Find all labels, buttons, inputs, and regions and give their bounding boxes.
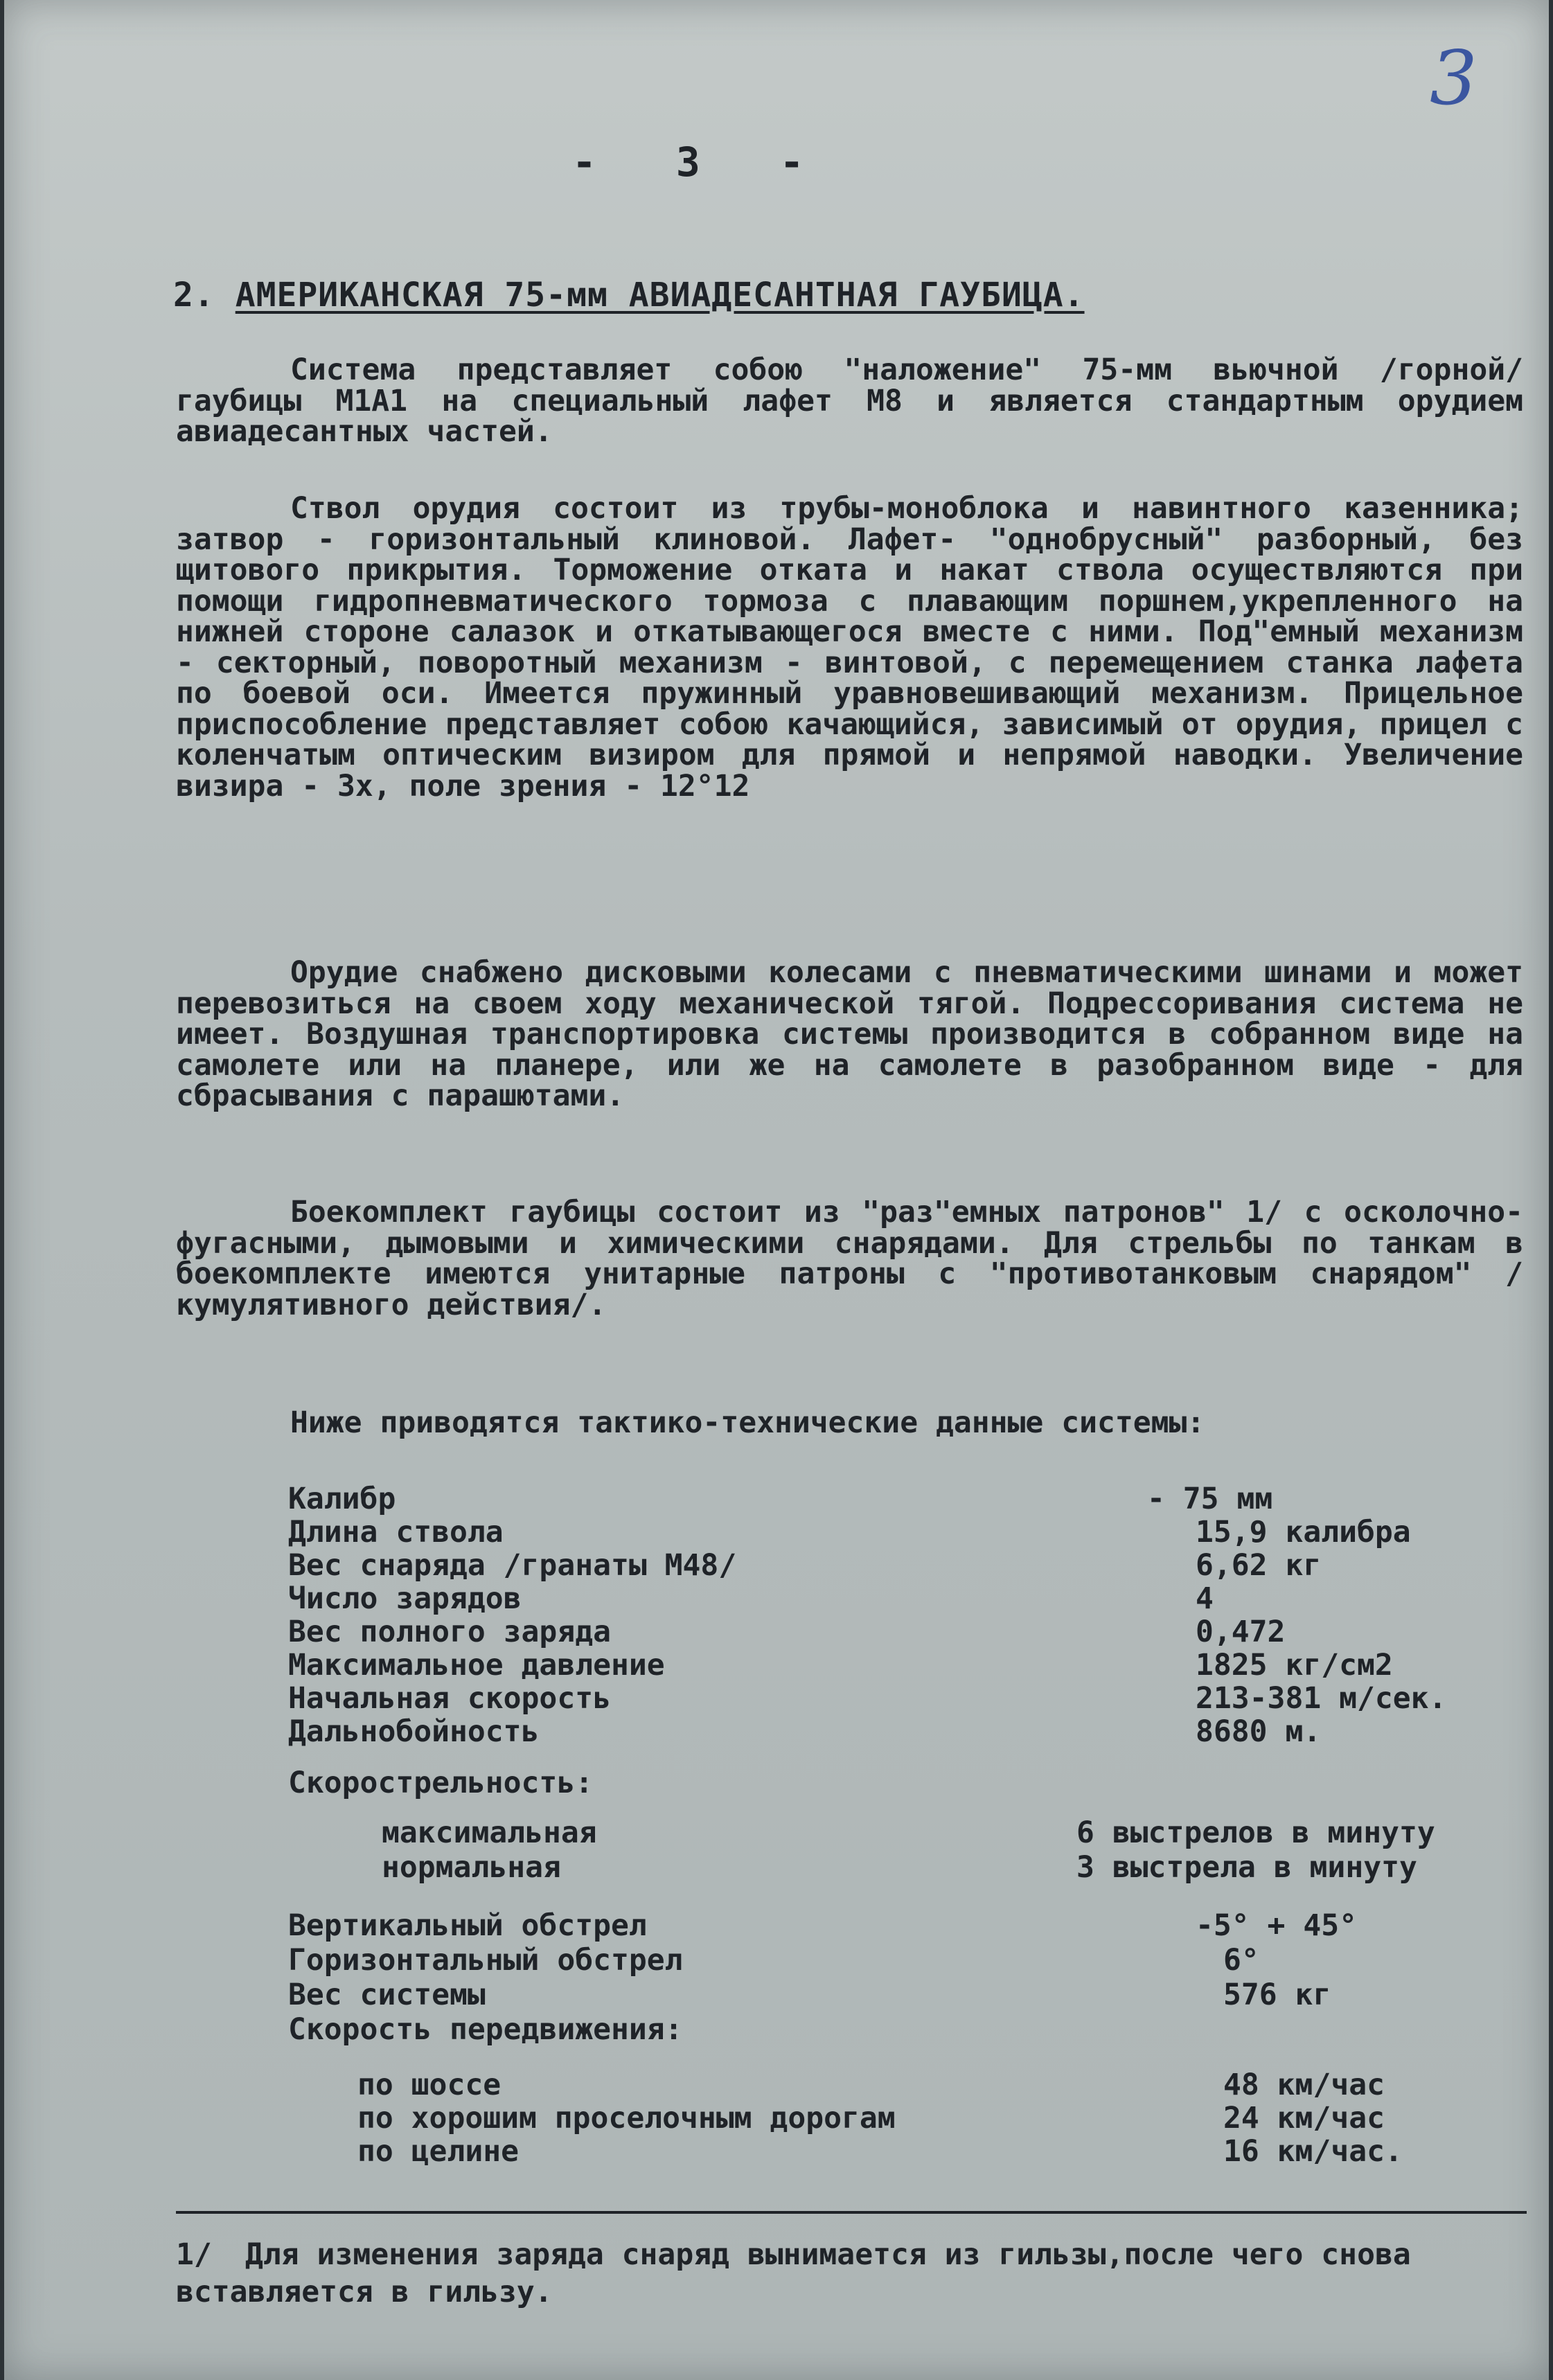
spec-label: Число зарядов (288, 1581, 522, 1616)
spec-label: Горизонтальный обстрел (288, 1943, 683, 1978)
footnote-divider (176, 2211, 1527, 2214)
page-number: - 3 - (572, 139, 832, 186)
rate-label: нормальная (382, 1850, 561, 1885)
section-number: 2. (173, 276, 215, 314)
speed-item-value: 16 км/час. (1223, 2134, 1403, 2169)
paragraph-specs-intro: Ниже приводятся тактико-технические данные системы: (290, 1405, 1205, 1440)
spec-value: 8680 м. (1196, 1714, 1322, 1749)
rate-label: максимальная (382, 1815, 597, 1850)
speed-item-value: 24 км/час (1223, 2101, 1385, 2135)
spec-label: Вертикальный обстрел (288, 1908, 647, 1943)
spec-label: Длина ствола (288, 1515, 504, 1549)
spec-label: Дальнобойность (288, 1714, 540, 1749)
spec-label: Начальная скорость (288, 1681, 611, 1716)
spec-value: 6,62 кг (1196, 1548, 1322, 1583)
speed-item-value: 48 км/час (1223, 2068, 1385, 2102)
spec-value: 576 кг (1223, 1978, 1331, 2012)
document-page (4, 0, 1549, 2380)
spec-label: Вес полного заряда (288, 1615, 611, 1649)
speed-item-label: по шоссе (357, 2068, 502, 2102)
spec-label: Калибр (288, 1482, 396, 1516)
handwritten-page-number: 3 (1430, 35, 1477, 122)
rate-value: 6 выстрелов в минуту (1076, 1815, 1435, 1850)
speed-item-label: по целине (357, 2134, 519, 2169)
paragraph-mobility: Орудие снабжено дисковыми колесами с пневматическими шинами и может перевозиться на своем ходу механической тягой. Подрессоривания система не имеет. Воздушная транспортировка системы производится в собранном виде на самолете или на планере, или же на самолете в разобранном виде - для сбрасывания с парашютами. (176, 955, 1523, 1113)
spec-value: 4 (1196, 1581, 1214, 1616)
speed-item-label: по хорошим проселочным дорогам (357, 2101, 896, 2135)
speed-label: Скорость передвижения: (288, 2012, 683, 2047)
footnote-text: Для изменения заряда снаряд вынимается из гильзы,после чего снова вставляется в гильзу. (176, 2237, 1411, 2309)
spec-value: 6° (1223, 1943, 1259, 1978)
rate-value: 3 выстрела в минуту (1076, 1850, 1417, 1885)
paragraph-ammunition: Боекомплект гаубицы состоит из "раз"емных патронов" 1/ с осколочно-фугасными, дымовыми и химическими снарядами. Для стрельбы по танкам в боекомплекте имеются унитарные патроны с "противотанковым снарядом" /кумулятивного действия/. (176, 1195, 1523, 1322)
footnote (176, 2236, 1523, 2311)
spec-value: 213-381 м/сек. (1196, 1681, 1447, 1716)
spec-label: Максимальное давление (288, 1648, 665, 1682)
rate-of-fire-label: Скорострельность: (288, 1766, 594, 1800)
paragraph-design: Ствол орудия состоит из трубы-моноблока и навинтного казенника; затвор - горизонтальный клиновой. Лафет- "однобрусный" разборный, без щитового прикрытия. Торможение отката и накат ствола осуществляются при помощи гидропневматического тормоза с плавающим поршнем,укрепленного на нижней стороне салазок и откатывающегося вместе с ними. Под"емный механизм - секторный, поворотный механизм - винтовой, с перемещением станка лафета по боевой оси. Имеется пружинный уравновешивающий механизм. Прицельное приспособление представляет собою качающийся, зависимый от орудия, прицел с коленчатым оптическим визиром для прямой и непрямой наводки. Увеличение визира - 3х, поле зрения - 12°12 (176, 491, 1523, 803)
spec-value: 0,472 (1196, 1615, 1286, 1649)
footnote-marker: 1/ (176, 2237, 212, 2272)
paragraph-intro: Система представляет собою "наложение" 75-мм вьючной /горной/ гаубицы М1А1 на специальный лафет М8 и является стандартным орудием авиадесантных частей. (176, 353, 1523, 449)
section-heading (173, 276, 1085, 314)
spec-value: -5° + 45° (1196, 1908, 1357, 1943)
section-title: АМЕРИКАНСКАЯ 75-мм АВИАДЕСАНТНАЯ ГАУБИЦА. (235, 276, 1085, 314)
spec-value: - 75 мм (1147, 1482, 1273, 1516)
spec-value: 15,9 калибра (1196, 1515, 1411, 1549)
spec-value: 1825 кг/см2 (1196, 1648, 1393, 1682)
spec-label: Вес снаряда /гранаты М48/ (288, 1548, 737, 1583)
spec-label: Вес системы (288, 1978, 486, 2012)
